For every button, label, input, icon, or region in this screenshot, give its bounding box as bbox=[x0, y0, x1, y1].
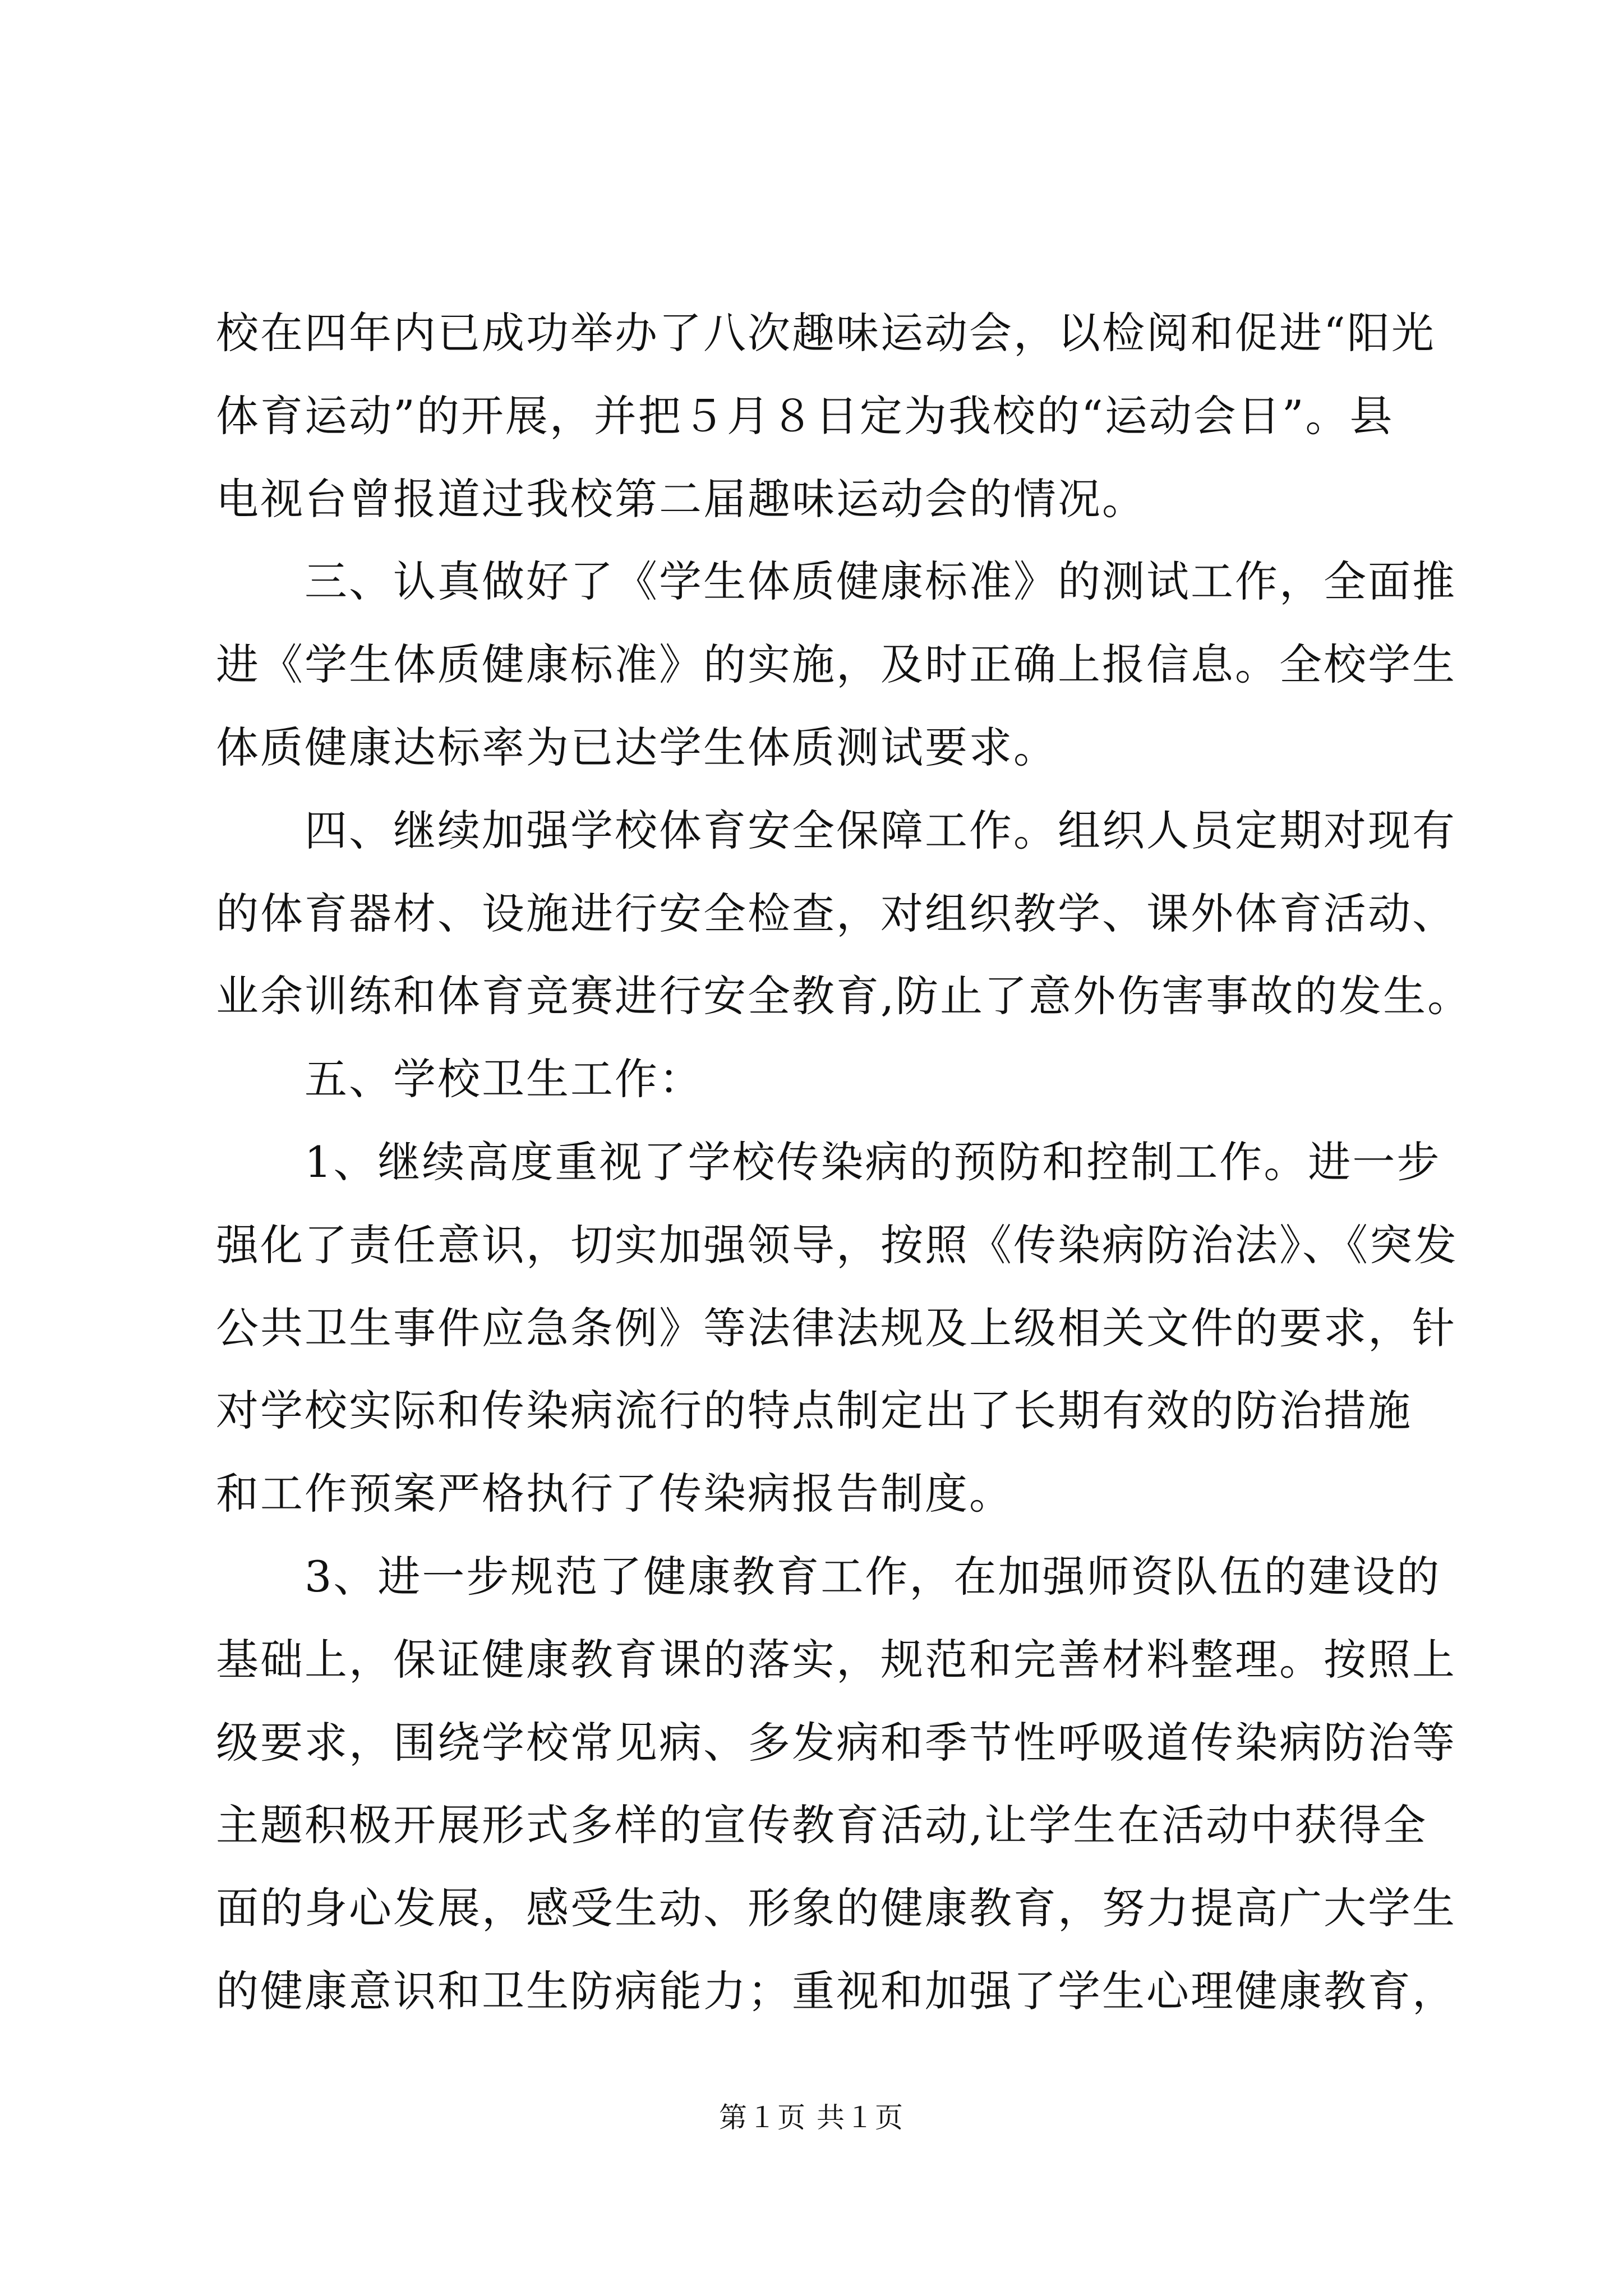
text-line: 公共卫生事件应急条例》等法律法规及上级相关文件的要求，针 bbox=[216, 1303, 1456, 1353]
text-line: 进《学生体质健康标准》的实施，及时正确上报信息。全校学生 bbox=[216, 639, 1456, 690]
text-line: 级要求，围绕学校常见病、多发病和季节性呼吸道传染病防治等 bbox=[216, 1717, 1456, 1768]
text-line: 电视台曾报道过我校第二届趣味运动会的情况。 bbox=[216, 473, 1146, 524]
text-line: 3、进一步规范了健康教育工作，在加强师资队伍的建设的 bbox=[216, 1551, 1441, 1602]
text-line: 的健康意识和卫生防病能力；重视和加强了学生心理健康教育， bbox=[216, 1966, 1456, 2016]
text-line: 面的身心发展，感受生动、形象的健康教育，努力提高广大学生 bbox=[216, 1883, 1456, 1934]
document-body bbox=[216, 292, 1472, 2033]
text-line: 强化了责任意识，切实加强领导，按照《传染病防治法》、《突发 bbox=[216, 1220, 1458, 1270]
text-line: 1、继续高度重视了学校传染病的预防和控制工作。进一步 bbox=[216, 1137, 1441, 1187]
text-line: 校在四年内已成功举办了八次趣味运动会，以检阅和促进“阳光 bbox=[216, 308, 1436, 358]
text-line: 五、学校卫生工作： bbox=[216, 1054, 703, 1105]
text-line: 基础上，保证健康教育课的落实，规范和完善材料整理。按照上 bbox=[216, 1634, 1456, 1685]
page-number-footer: 第１页 共１页 bbox=[719, 2101, 904, 2134]
text-line: 业余训练和体育竞赛进行安全教育,防止了意外伤害事故的发生。 bbox=[216, 971, 1472, 1022]
text-line: 体质健康达标率为已达学生体质测试要求。 bbox=[216, 722, 1058, 772]
text-line: 的体育器材、设施进行安全检查，对组织教学、课外体育活动、 bbox=[216, 888, 1456, 938]
text-line: 对学校实际和传染病流行的特点制定出了长期有效的防治措施 bbox=[216, 1386, 1412, 1436]
text-line: 体育运动”的开展，并把５月８日定为我校的“运动会日”。县 bbox=[216, 390, 1394, 441]
text-line: 和工作预案严格执行了传染病报告制度。 bbox=[216, 1469, 1013, 1519]
text-line: 三、认真做好了《学生体质健康标准》的测试工作，全面推 bbox=[216, 556, 1456, 607]
text-line: 主题积极开展形式多样的宣传教育活动,让学生在活动中获得全 bbox=[216, 1800, 1428, 1851]
text-line: 四、继续加强学校体育安全保障工作。组织人员定期对现有 bbox=[216, 805, 1456, 855]
